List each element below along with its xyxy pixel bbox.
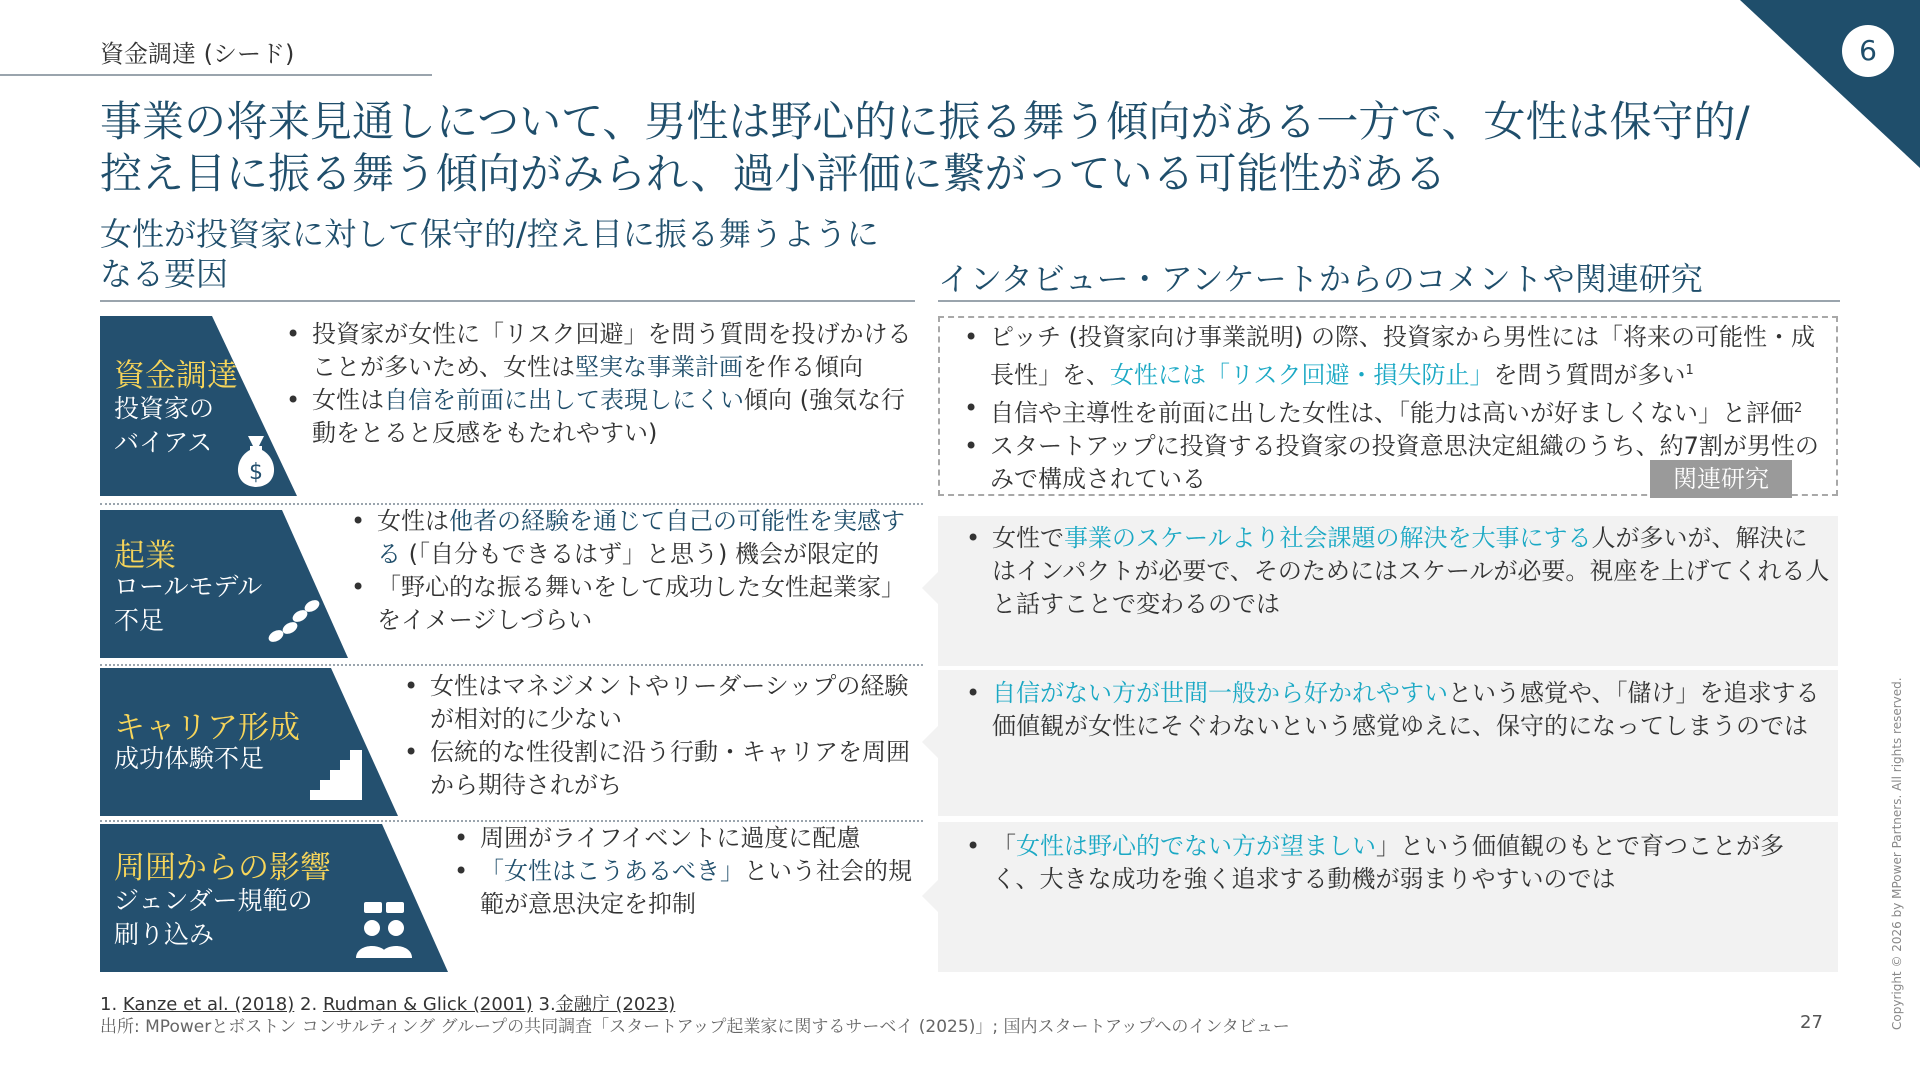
list-item: • ピッチ (投資家向け事業説明) の際、投資家から男性には「将来の可能性・成長性」を、女性には「リスク回避・損失防止」を問う質問が多い$^1$	[958, 321, 1828, 392]
comment-pointer	[922, 880, 938, 912]
list-item: • 「女性はこうあるべき」という社会的規範が意思決定を抑制	[448, 855, 918, 921]
research-tag: 関連研究	[1650, 460, 1792, 498]
factor-subtitle-line: バイアス	[114, 428, 213, 457]
factor-bullets-influence	[448, 822, 918, 921]
factor-card-career	[100, 668, 410, 816]
factor-card-funding	[100, 316, 300, 496]
factor-title: キャリア形成	[114, 710, 300, 746]
stairs-icon	[308, 744, 364, 802]
factor-title: 資金調達	[114, 358, 238, 394]
money-bag-icon	[230, 432, 282, 490]
list-item: • 投資家が女性に「リスク回避」を問う質問を投げかけることが多いため、女性は堅実な事業計画を作る傾向	[280, 318, 920, 384]
comment-pointer	[922, 726, 938, 758]
factor-subtitle	[114, 884, 313, 952]
right-heading-rule	[938, 300, 1840, 302]
factor-title: 起業	[114, 538, 176, 574]
title-line-2: 控え目に振る舞う傾向がみられ、過小評価に繋がっている可能性がある	[100, 149, 1447, 198]
factor-card-startup	[100, 510, 360, 658]
left-heading	[100, 214, 900, 294]
list-item: • 自信がない方が世間一般から好かれやすいという感覚や、「儲け」を追求する価値観が女性にそぐわないという感覚ゆえに、保守的になってしまうのでは	[960, 677, 1830, 743]
factor-subtitle-line: 不足	[114, 606, 165, 635]
page-number: 27	[1800, 1012, 1823, 1033]
list-item: • 自信や主導性を前面に出した女性は、「能力は高いが好ましくない」と評価$^2$	[958, 392, 1828, 430]
left-heading-line-2: なる要因	[100, 255, 229, 293]
section-label: 資金調達 (シード)	[100, 40, 295, 68]
right-heading: インタビュー・アンケートからのコメントや関連研究	[938, 260, 1703, 298]
title-line-1: 事業の将来見通しについて、男性は野心的に振る舞う傾向がある一方で、女性は保守的/	[100, 97, 1750, 146]
factor-bullets-startup	[345, 505, 925, 637]
page-badge: 6	[1842, 25, 1894, 77]
people-speech-icon	[352, 900, 416, 960]
factor-card-influence	[100, 824, 460, 972]
list-item: • 女性は他者の経験を通じて自己の可能性を実感する (「自分もできるはず」と思う) 機会が限定的	[345, 505, 925, 571]
list-item: • 「女性は野心的でない方が望ましい」という価値観のもとで育つことが多く、大きな成功を強く追求する動機が弱まりやすいのでは	[960, 830, 1830, 896]
factor-subtitle-line: 刷り込み	[114, 920, 215, 949]
reference-link-3[interactable]: 金融庁 (2023)	[555, 994, 676, 1015]
section-divider	[0, 74, 432, 76]
reference-link-1[interactable]: Kanze et al. (2018)	[122, 994, 295, 1015]
factor-bullets-career	[398, 670, 918, 802]
page-title	[100, 96, 1820, 200]
factor-subtitle	[114, 570, 262, 638]
reference-link-2[interactable]: Rudman & Glick (2001)	[322, 994, 533, 1015]
factor-subtitle-line: 投資家の	[114, 394, 215, 423]
list-item: • 女性で事業のスケールより社会課題の解決を大事にする人が多いが、解決にはインパクトが必要で、そのためにはスケールが必要。視座を上げてくれる人と話すことで変わるのでは	[960, 522, 1830, 621]
svg-text:$: $	[249, 460, 263, 485]
left-heading-line-1: 女性が投資家に対して保守的/控え目に振る舞うように	[100, 215, 879, 253]
factor-bullets-funding	[280, 318, 920, 450]
comment-bullets	[960, 830, 1830, 896]
footsteps-icon	[264, 596, 322, 648]
list-item: • 周囲がライフイベントに過度に配慮	[448, 822, 918, 855]
list-item: • 伝統的な性役割に沿う行動・キャリアを周囲から期待されがち	[398, 736, 918, 802]
list-item: • スタートアップに投資する投資家の投資意思決定組織のうち、約7割が男性のみで構成されている	[958, 430, 1828, 496]
list-item: • 女性はマネジメントやリーダーシップの経験が相対的に少ない	[398, 670, 918, 736]
comment-bullets	[960, 522, 1830, 621]
copyright-note: Copyright © 2026 by MPower Partners. All rights reserved.	[1890, 677, 1904, 1030]
factor-subtitle-line: ジェンダー規範の	[114, 886, 313, 915]
footnotes: 1. Kanze et al. (2018) 2. Rudman & Glick (2001) 3.金融庁 (2023)	[100, 994, 676, 1015]
factor-subtitle-line: ロールモデル	[114, 572, 263, 601]
row-divider	[100, 664, 923, 666]
source-note: 出所: MPowerとボストン コンサルティング グループの共同調査「スタートアップ起業家に関するサーベイ (2025)」; 国内スタートアップへのインタビュー	[100, 1017, 1290, 1037]
comment-pointer	[922, 572, 938, 604]
factor-subtitle	[114, 392, 214, 460]
list-item: • 「野心的な振る舞いをして成功した女性起業家」をイメージしづらい	[345, 571, 925, 637]
factor-subtitle-line: 成功体験不足	[114, 744, 265, 773]
list-item: • 女性は自信を前面に出して表現しにくい傾向 (強気な行動をとると反感をもたれやすい)	[280, 384, 920, 450]
factor-title: 周囲からの影響	[114, 850, 331, 886]
comment-bullets	[960, 677, 1830, 743]
factor-subtitle	[114, 742, 264, 776]
left-heading-rule	[100, 300, 915, 302]
